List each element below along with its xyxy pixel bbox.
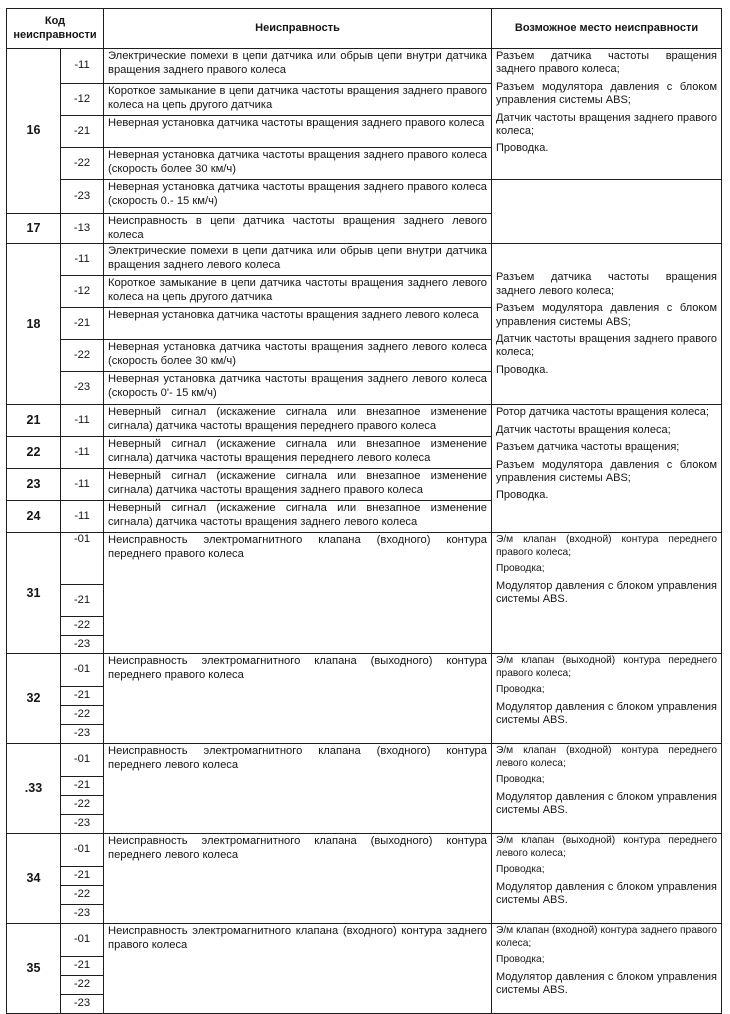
location-cell: [492, 405, 722, 533]
code-33: .33: [7, 744, 61, 834]
table-row: [7, 924, 722, 957]
code-31: 31: [7, 533, 61, 654]
table-row: [7, 180, 722, 214]
code-17: 17: [7, 214, 61, 244]
code-16: 16: [7, 49, 61, 214]
subcode: -23: [61, 180, 104, 214]
location-item: Проводка;: [496, 954, 545, 966]
fault-description: Неверный сигнал (искажение сигнала или внезапное изменение сигнала) датчика частоты вращения заднего правого колеса: [104, 469, 492, 501]
code-21: 21: [7, 405, 61, 437]
location-item: Разъем датчика частоты вращения заднего левого колеса;: [496, 271, 718, 297]
location-item: Проводка.: [496, 142, 549, 155]
subcode: -13: [61, 214, 104, 244]
table-row: [7, 405, 722, 437]
fault-description: Неверная установка датчика частоты вращения заднего левого колеса (скорость 0'- 15 км/ч): [104, 372, 492, 405]
location-item: Разъем модулятора давления с блоком управления системы ABS;: [496, 302, 718, 328]
table-header-row: [7, 9, 722, 49]
location-item: Датчик частоты вращения заднего правого колеса;: [496, 111, 718, 138]
subcode: -12: [61, 84, 104, 116]
location-item: Э/м клапан (входной) контура переднего правого колеса;: [496, 534, 718, 558]
subcode: -21: [61, 957, 104, 976]
location-cell: [492, 654, 722, 744]
header-code: Код неисправности: [7, 9, 104, 49]
subcode: -23: [61, 372, 104, 405]
subcode: -21: [61, 867, 104, 886]
subcode: -11: [61, 469, 104, 501]
header-fault: Неисправность: [104, 9, 492, 49]
location-cell: [492, 533, 722, 654]
subcode: -01: [61, 654, 104, 687]
subcode: -21: [61, 777, 104, 796]
subcode: -11: [61, 49, 104, 84]
location-cell: [492, 834, 722, 924]
code-32: 32: [7, 654, 61, 744]
subcode: -23: [61, 905, 104, 924]
location-item: Модулятор давления с блоком управления системы ABS.: [496, 970, 718, 997]
table-row: [7, 654, 722, 687]
table-row: [7, 744, 722, 777]
subcode: -22: [61, 148, 104, 180]
fault-description: Неисправность в цепи датчика частоты вращения заднего левого колеса: [104, 214, 492, 244]
location-item: Разъем датчика частоты вращения;: [496, 441, 680, 454]
fault-description: Неверная установка датчика частоты вращения заднего левого колеса: [104, 308, 492, 340]
fault-description: Электрические помехи в цепи датчика или обрыв цепи внутри датчика вращения заднего левого колеса: [104, 244, 492, 276]
location-cell: [492, 744, 722, 834]
subcode: -01: [61, 924, 104, 957]
subcode: -11: [61, 405, 104, 437]
location-item: Э/м клапан (выходной) контура переднего правого колеса;: [496, 655, 718, 679]
location-item: Проводка.: [496, 489, 549, 502]
location-item: Э/м клапан (выходной) контура переднего левого колеса;: [496, 835, 718, 859]
fault-description: Короткое замыкание в цепи датчика частоты вращения заднего левого колеса на цепь другого датчика: [104, 276, 492, 308]
subcode: -01: [61, 744, 104, 777]
fault-description: Неисправность электромагнитного клапана (выходного) контура переднего левого колеса: [104, 834, 492, 924]
location-cell-empty: [492, 180, 722, 244]
table-row: [7, 834, 722, 867]
table-row: [7, 49, 722, 84]
header-location: Возможное место неисправности: [492, 9, 722, 49]
subcode: -22: [61, 886, 104, 905]
subcode: -22: [61, 340, 104, 372]
location-item: Модулятор давления с блоком управления системы ABS.: [496, 579, 718, 606]
location-item: Проводка;: [496, 684, 545, 696]
location-item: Модулятор давления с блоком управления системы ABS.: [496, 790, 718, 817]
location-item: Разъем модулятора давления с блоком управления системы ABS;: [496, 458, 718, 484]
location-item: Проводка;: [496, 563, 545, 575]
subcode: -22: [61, 796, 104, 815]
location-item: Модулятор давления с блоком управления системы ABS.: [496, 880, 718, 907]
fault-description: Неисправность электромагнитного клапана (входного) контура заднего правого колеса: [104, 924, 492, 1014]
table-row: [7, 244, 722, 276]
location-cell: [492, 244, 722, 405]
code-34: 34: [7, 834, 61, 924]
fault-description: Электрические помехи в цепи датчика или обрыв цепи внутри датчика вращения заднего правого колеса: [104, 49, 492, 84]
subcode: -11: [61, 244, 104, 276]
subcode: -23: [61, 725, 104, 744]
code-35: 35: [7, 924, 61, 1014]
subcode: -01: [61, 533, 104, 585]
subcode: -22: [61, 617, 104, 636]
subcode: -22: [61, 976, 104, 995]
fault-description: Неверный сигнал (искажение сигнала или внезапное изменение сигнала) датчика частоты вращения заднего левого колеса: [104, 501, 492, 533]
code-18: 18: [7, 244, 61, 405]
subcode: -23: [61, 636, 104, 654]
fault-description: Неисправность электромагнитного клапана (входного) контура переднего левого колеса: [104, 744, 492, 834]
subcode: -11: [61, 437, 104, 469]
location-item: Модулятор давления с блоком управления системы ABS.: [496, 700, 718, 727]
location-item: Ротор датчика частоты вращения колеса;: [496, 406, 709, 419]
fault-description: Короткое замыкание в цепи датчика частоты вращения заднего правого колеса на цепь другого датчика: [104, 84, 492, 116]
fault-description: Неверный сигнал (искажение сигнала или внезапное изменение сигнала) датчика частоты вращения переднего левого колеса: [104, 437, 492, 469]
subcode: -12: [61, 276, 104, 308]
fault-description: Неисправность электромагнитного клапана (выходного) контура переднего правого колеса: [104, 654, 492, 744]
location-item: Датчик частоты вращения колеса;: [496, 423, 671, 436]
location-item: Проводка;: [496, 864, 545, 876]
fault-description: Неверный сигнал (искажение сигнала или внезапное изменение сигнала) датчика частоты вращения переднего правого колеса: [104, 405, 492, 437]
fault-description: Неверная установка датчика частоты вращения заднего правого колеса: [104, 116, 492, 148]
fault-description: Неверная установка датчика частоты вращения заднего правого колеса (скорость 0.- 15 км/ч): [104, 180, 492, 214]
subcode: -21: [61, 116, 104, 148]
location-cell: [492, 49, 722, 180]
code-23: 23: [7, 469, 61, 501]
location-item: Датчик частоты вращения заднего правого колеса;: [496, 333, 718, 359]
location-item: Э/м клапан (входной) контура переднего левого колеса;: [496, 745, 718, 769]
location-cell: [492, 924, 722, 1014]
fault-description: Неисправность электромагнитного клапана (входного) контура переднего правого колеса: [104, 533, 492, 654]
subcode: -21: [61, 687, 104, 706]
subcode: -21: [61, 585, 104, 617]
subcode: -23: [61, 995, 104, 1014]
code-24: 24: [7, 501, 61, 533]
code-22: 22: [7, 437, 61, 469]
location-item: Разъем модулятора давления с блоком управления системы ABS;: [496, 80, 718, 107]
location-item: Э/м клапан (входной) контура заднего правого колеса;: [496, 925, 718, 949]
subcode: -01: [61, 834, 104, 867]
subcode: -11: [61, 501, 104, 533]
subcode: -21: [61, 308, 104, 340]
fault-description: Неверная установка датчика частоты вращения заднего правого колеса (скорость более 30 км/ч): [104, 148, 492, 180]
fault-description: Неверная установка датчика частоты вращения заднего левого колеса (скорость более 30 км/ч): [104, 340, 492, 372]
fault-code-table: [6, 8, 722, 1014]
subcode: -23: [61, 815, 104, 834]
location-item: Проводка.: [496, 363, 549, 376]
location-item: Разъем датчика частоты вращения заднего правого колеса;: [496, 50, 718, 76]
table-row: [7, 533, 722, 585]
location-item: Проводка;: [496, 774, 545, 786]
subcode: -22: [61, 706, 104, 725]
